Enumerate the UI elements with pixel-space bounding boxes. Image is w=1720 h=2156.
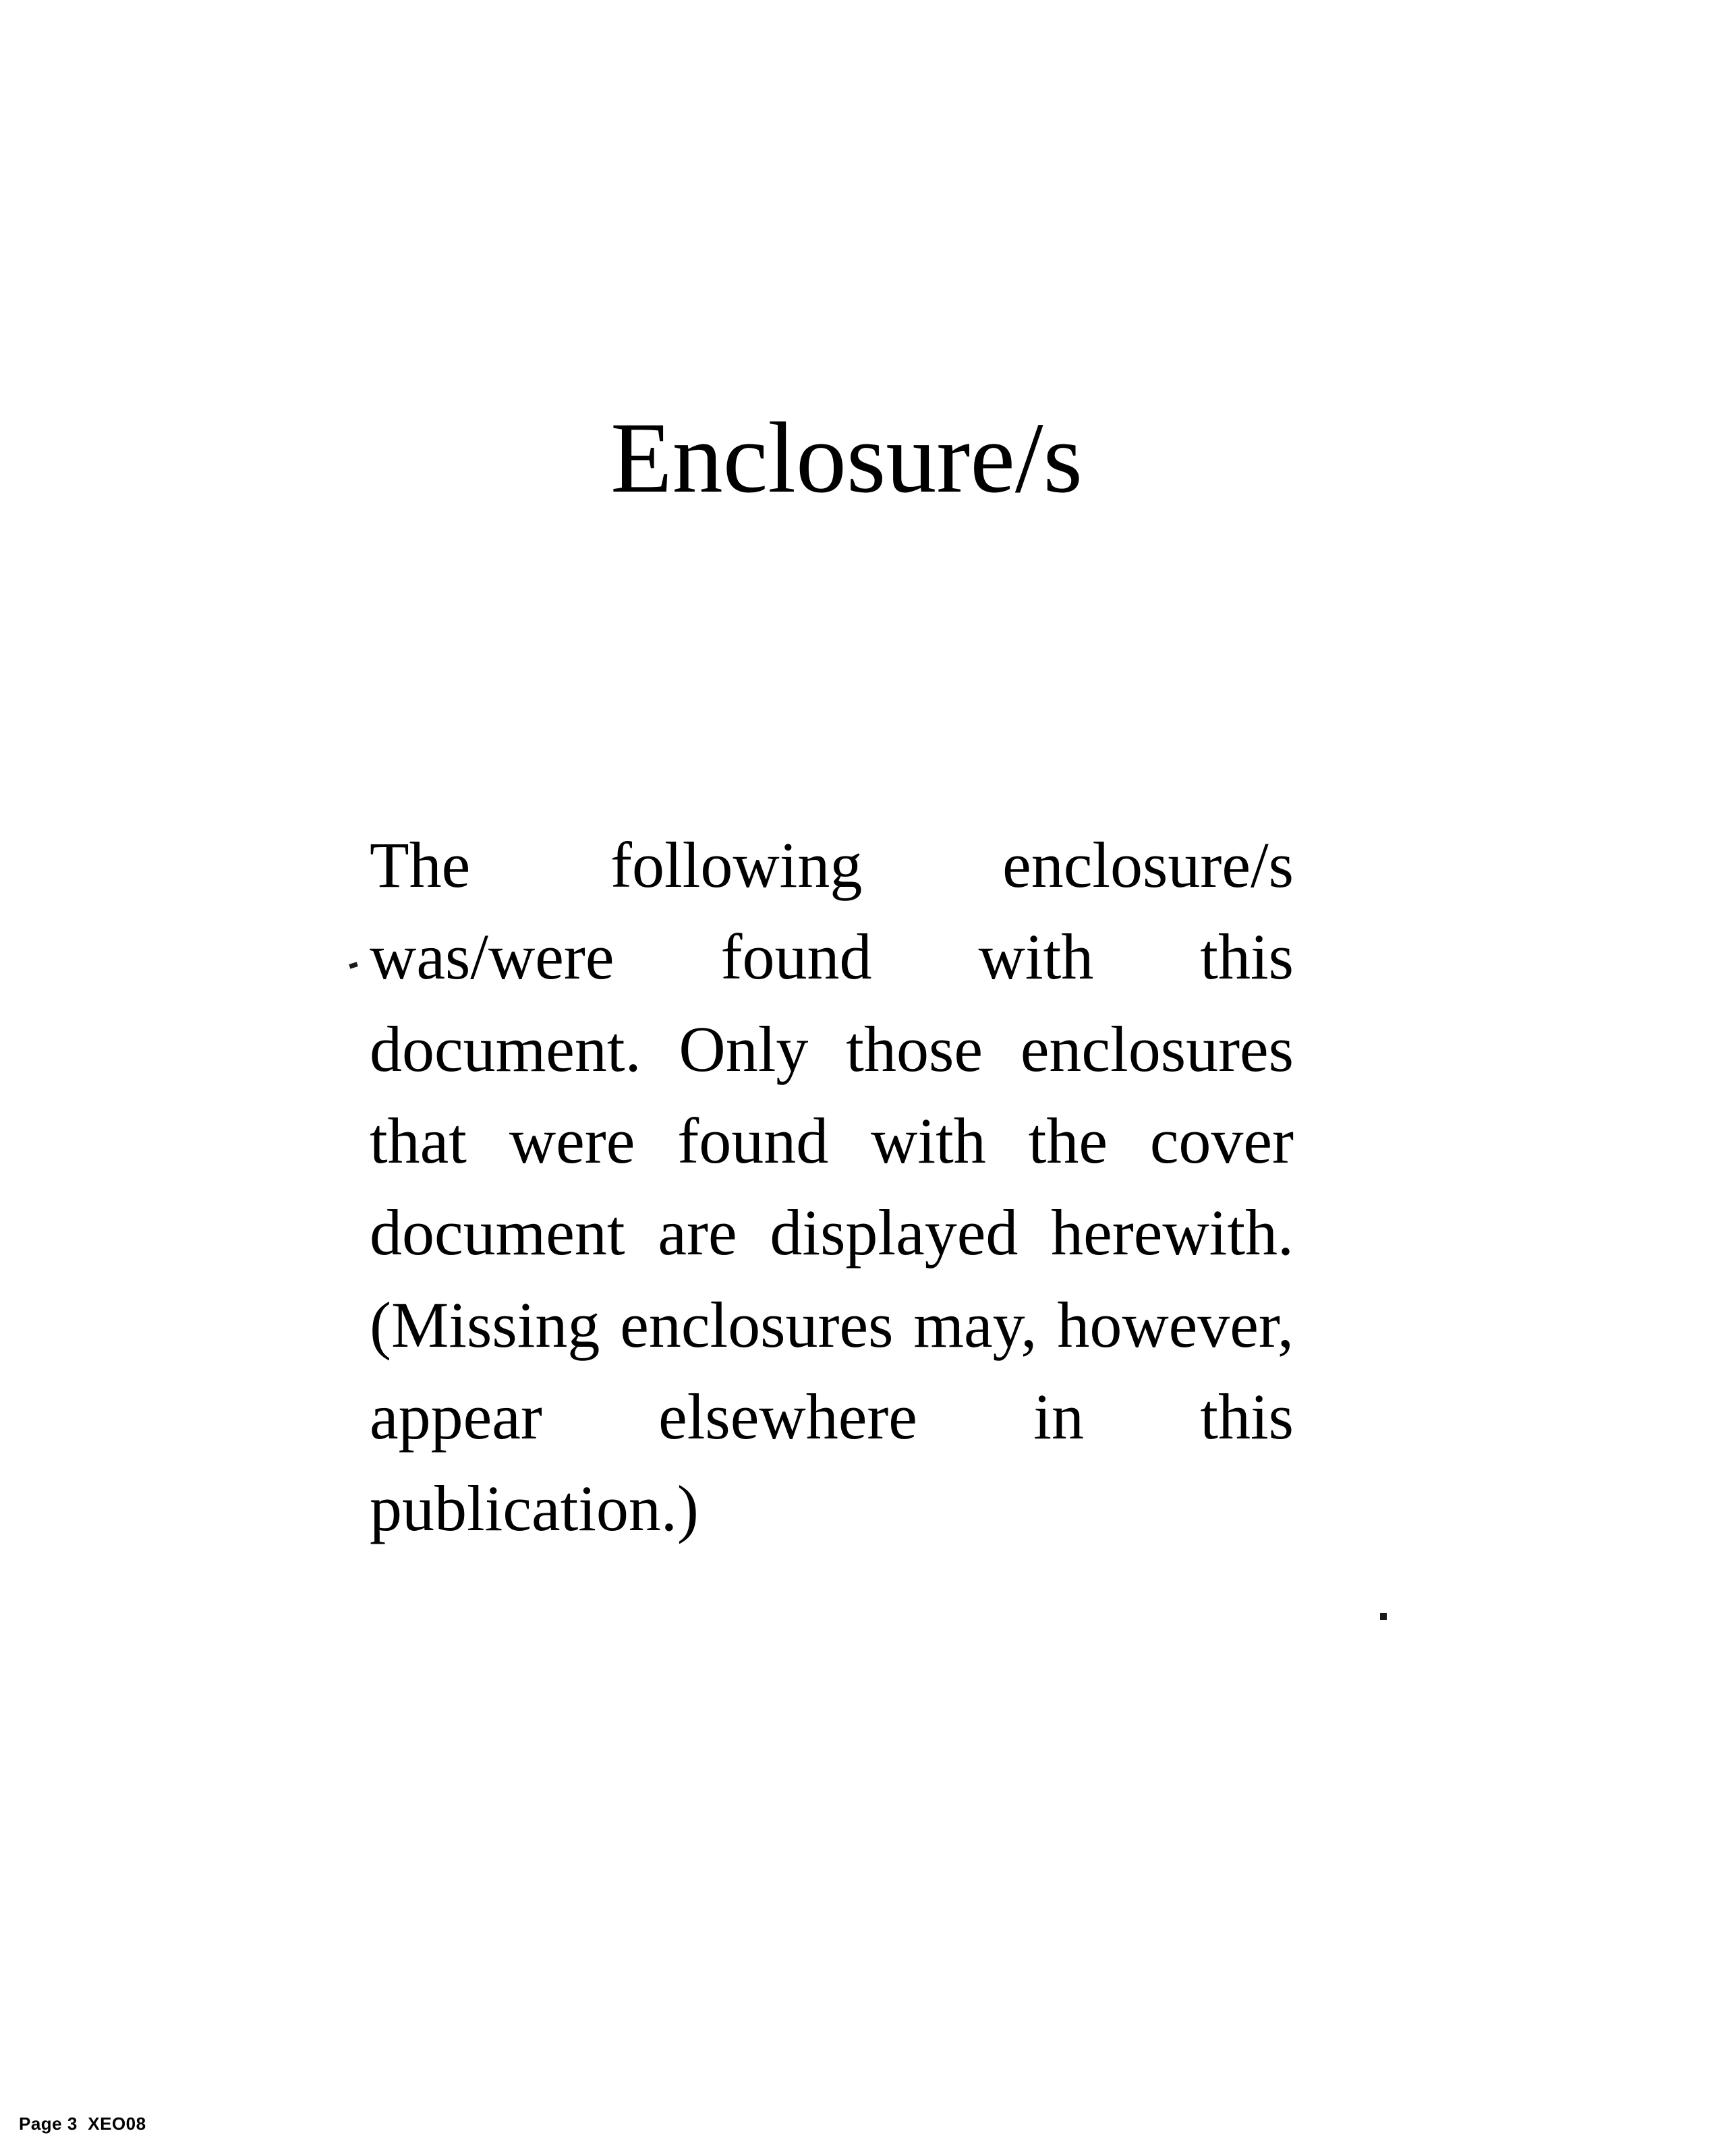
page-title: Enclosure/s: [610, 401, 1083, 514]
body-text-block: [370, 819, 1294, 1555]
scan-artifact-mark-left: [349, 962, 358, 968]
body-paragraph: The following enclosure/s was/were found with this document. Only those enclosures that were found with the cover document are displayed herewith. (Missing enclosures may, however, appear elsewhere in this publication.): [370, 829, 1294, 1545]
page-footer-label: Page 3 XEO08: [19, 2114, 146, 2134]
scan-artifact-mark-right: [1380, 1613, 1387, 1620]
